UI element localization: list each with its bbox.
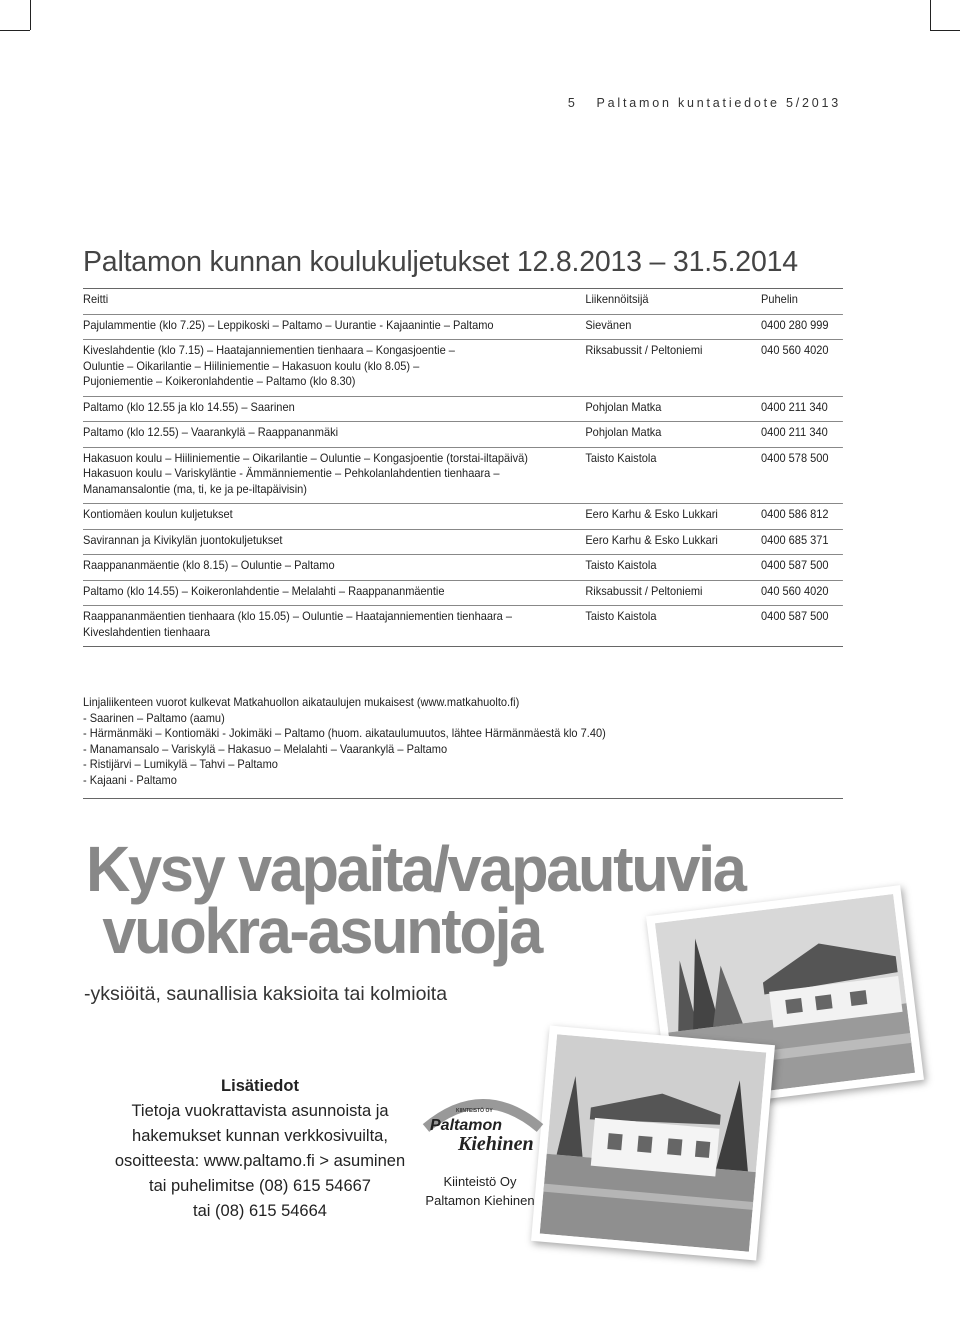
table-row — [83, 504, 843, 530]
table-row — [83, 555, 843, 581]
route-cell — [83, 558, 585, 574]
line-item: - Kajaani - Paltamo — [83, 772, 177, 787]
operator-cell: Pohjolan Matka — [585, 399, 662, 414]
ad-subtitle: -yksiöitä, saunallisia kaksioita tai kolmioita — [84, 983, 448, 1005]
ad-title-line2: vuokra-asuntoja — [102, 895, 541, 967]
route-line: Hakasuon koulu – Variskyläntie - Ämmänniementie – Pehkolanlahdentien tienhaara – — [83, 466, 500, 480]
header-route: Reitti — [83, 292, 109, 306]
route-line: Kiveslahdentien tienhaara — [83, 624, 211, 639]
table-row — [83, 448, 843, 505]
operator-cell: Pohjolan Matka — [585, 425, 662, 439]
operator-cell: Eero Karhu & Esko Lukkari — [585, 507, 718, 521]
phone-cell: 0400 280 999 — [761, 317, 829, 332]
info-line: tai (08) 615 54664 — [193, 1202, 327, 1220]
logo-text-2: Kiehinen — [458, 1133, 534, 1155]
page-title: Paltamon kunnan koulukuljetukset 12.8.2013 – 31.5.2014 — [83, 246, 798, 278]
info-line: hakemukset kunnan verkkosivuilta, — [132, 1127, 388, 1145]
phone-cell: 040 560 4020 — [761, 343, 829, 357]
header-operator: Liikennöitsijä — [585, 292, 649, 306]
operator-cell: Sievänen — [585, 317, 632, 332]
route-line: Ouluntie – Oikarilantie – Hiiliniementie – Hakasuon koulu (klo 8.05) – — [83, 358, 420, 373]
phone-cell: 0400 578 500 — [761, 450, 829, 465]
route-cell — [83, 507, 585, 523]
table-row — [83, 422, 843, 448]
route-line: Hakasuon koulu – Hiiliniementie – Oikarilantie – Ouluntie – Kongasjoentie (torstai-iltapäivä) — [83, 450, 528, 465]
ad-title-line1: Kysy vapaita/vapautuvia — [86, 833, 745, 905]
line-item: - Härmänmäki – Kontiomäki - Jokimäki – Paltamo (huom. aikataulumuutos, lähtee Härmänmäestä klo 7.40) — [83, 726, 606, 740]
phone-cell: 0400 211 340 — [761, 425, 828, 439]
header-phone: Puhelin — [761, 292, 798, 306]
company-line1: Kiinteistö Oy — [443, 1174, 517, 1189]
route-line: Pujoniementie – Koikeronlahdentie – Paltamo (klo 8.30) — [83, 374, 356, 388]
company-logo — [418, 1088, 548, 1158]
ad-title — [86, 833, 745, 967]
table-row — [83, 315, 843, 341]
info-box — [94, 1074, 426, 1224]
route-line: Raappananmäentien tienhaara (klo 15.05) – Ouluntie – Haatajanniementien tienhaara – — [83, 609, 513, 623]
route-line: Paltamo (klo 12.55 ja klo 14.55) – Saarinen — [83, 399, 295, 414]
phone-cell: 0400 685 371 — [761, 532, 829, 547]
page-header — [568, 96, 841, 110]
route-cell — [83, 609, 585, 640]
route-cell — [83, 533, 585, 549]
operator-cell: Eero Karhu & Esko Lukkari — [585, 532, 718, 547]
table-row — [83, 606, 843, 646]
route-line: Kiveslahdentie (klo 7.15) – Haatajanniementien tienhaara – Kongasjoentie – — [83, 343, 455, 357]
publication-name: Paltamon kuntatiedote 5/2013 — [596, 96, 841, 110]
route-line: Raappananmäentie (klo 8.15) – Ouluntie – Paltamo — [83, 558, 335, 572]
phone-cell: 0400 587 500 — [761, 609, 829, 623]
operator-cell: Taisto Kaistola — [585, 450, 657, 465]
crop-mark — [30, 0, 31, 30]
crop-mark — [0, 30, 30, 31]
operator-cell: Taisto Kaistola — [585, 558, 657, 572]
line-item: - Saarinen – Paltamo (aamu) — [83, 710, 225, 725]
table-row — [83, 530, 843, 556]
table-header — [83, 289, 843, 315]
line-item: - Ristijärvi – Lumikylä – Tahvi – Paltamo — [83, 757, 278, 771]
building-photo — [531, 1026, 775, 1261]
route-line: Pajulammentie (klo 7.25) – Leppikoski – Paltamo – Uurantie - Kajaanintie – Paltamo — [83, 317, 494, 332]
phone-cell: 0400 211 340 — [761, 399, 828, 414]
table-row — [83, 397, 843, 423]
info-heading: Lisätiedot — [221, 1077, 299, 1095]
logo-small-text: KIINTEISTÖ OY — [456, 1108, 493, 1114]
logo-text-1: Paltamon — [430, 1117, 503, 1134]
table-row — [83, 340, 843, 397]
route-cell — [83, 451, 585, 498]
route-cell — [83, 425, 585, 441]
route-cell — [83, 584, 585, 600]
table-row — [83, 581, 843, 607]
phone-cell: 0400 586 812 — [761, 507, 829, 521]
route-line: Savirannan ja Kivikylän juontokuljetukset — [83, 532, 283, 547]
company-name — [410, 1172, 550, 1210]
route-line: Paltamo (klo 14.55) – Koikeronlahdentie – Melalahti – Raappananmäentie — [83, 583, 445, 598]
info-line: Tietoja vuokrattavista asunnoista ja — [131, 1102, 389, 1120]
page-number: 5 — [567, 96, 578, 110]
operator-cell: Taisto Kaistola — [585, 609, 657, 623]
route-line: Paltamo (klo 12.55) – Vaarankylä – Raappananmäki — [83, 425, 339, 439]
phone-cell: 0400 587 500 — [761, 558, 829, 572]
route-cell — [83, 343, 585, 390]
operator-cell: Riksabussit / Peltoniemi — [585, 583, 703, 598]
route-cell — [83, 318, 585, 334]
info-line: osoitteesta: www.paltamo.fi > asuminen — [114, 1152, 406, 1170]
crop-mark — [930, 30, 960, 31]
lines-intro: Linjaliikenteen vuorot kulkevat Matkahuollon aikataulujen mukaisest (www.matkahuolto.fi) — [83, 695, 520, 709]
route-line: Manamansalontie (ma, ti, ke ja pe-iltapäivisin) — [83, 481, 307, 496]
route-line: Kontiomäen koulun kuljetukset — [83, 507, 233, 521]
regular-lines — [83, 695, 843, 799]
phone-cell: 040 560 4020 — [761, 583, 829, 598]
company-line2: Paltamon Kiehinen — [425, 1193, 535, 1208]
crop-mark — [930, 0, 931, 30]
route-cell — [83, 400, 585, 416]
info-line: tai puhelimitse (08) 615 54667 — [149, 1177, 371, 1195]
line-item: - Manamansalo – Variskylä – Hakasuo – Melalahti – Vaarankylä – Paltamo — [83, 741, 448, 756]
transport-table — [83, 288, 843, 647]
operator-cell: Riksabussit / Peltoniemi — [585, 343, 703, 357]
